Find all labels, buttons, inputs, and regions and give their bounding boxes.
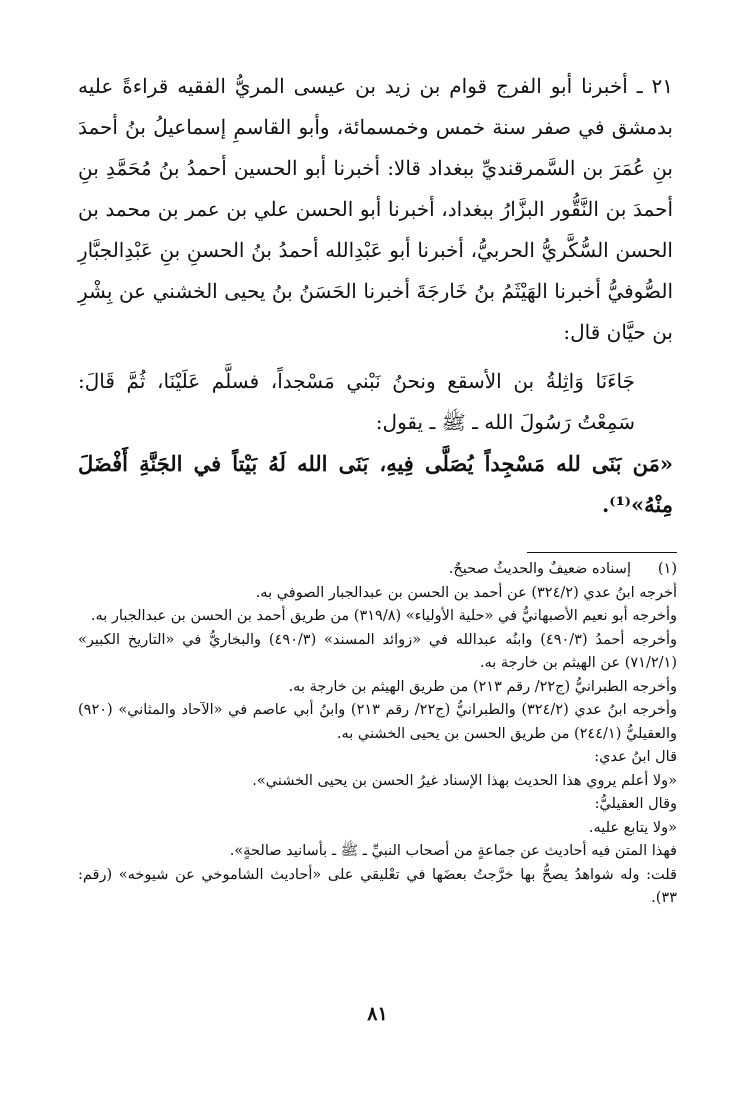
- footnote-line: فهذا المتن فيه أحاديث عن جماعةٍ من أصحاب النبيِّ ـ ﷺ ـ بأسانيد صالحةٍ».: [229, 843, 677, 859]
- footnote-line: إسناده ضعيفٌ والحديثُ صحيحٌ.: [448, 561, 631, 577]
- footnote-line: وأخرجه ابنُ عدي (٣٢٤/٢) والطبرانيُّ (ج٢٢/ رقم ٢١٣) وابنُ أبي عاصم في «الآحاد والمثاني» (٩٢٠) والعقيليُّ (٢٤٤/١) من طريق الحسن بن يحيى الخشني به.: [78, 702, 678, 742]
- footnote-line: وأخرجه أبو نعيم الأصبهانيُّ في «حلية الأولياء» (٣١٩/٨) من طريق أحمد بن الحسن بن عبدالجبار به.: [90, 608, 677, 624]
- main-text: [78, 66, 673, 525]
- narration-paragraph: جَاءَنَا وَاثِلةُ بن الأسقع ونحنُ نَبْني مَسْجداً، فسلَّم عَلَيْنَا، ثُمَّ قَالَ: سَمِعْتُ رَسُولَ الله ـ ﷺ ـ يقول:: [78, 369, 635, 434]
- footnote-line: وأخرجه الطبرانيُّ (ج٢٢/ رقم ٢١٣) من طريق الهيثم بن خارجة به.: [288, 678, 677, 695]
- footnote-line: وقال العقيليُّ:: [594, 796, 677, 812]
- footnote-line: «ولا يتابع عليه.: [588, 819, 677, 836]
- footnote-first-line: [78, 558, 677, 582]
- footnote-line: قلت: وله شواهدُ يصحُّ بها خرَّجتُ بعضَها في تعْليقي على «أحاديث الشاموخي عن شيوخه» (رقم: ٣٣).: [78, 866, 677, 906]
- footnote-line: وأخرجه أحمدُ (٤٩٠/٣) وابنُه عبدالله في «زوائد المسند» (٤٩٠/٣) والبخاريُّ في «التاريخ الكبير» (٧١/٢/١) عن الهيثم بن خارجة به.: [78, 631, 677, 671]
- isnad-paragraph: ٢١ ـ أخبرنا أبو الفرج قوام بن زيد بن عيسى المريُّ الفقيه قراءةً عليه بدمشق في صفر سنة خمس وخمسمائة، وأبو القاسمِ إسماعيلُ بنُ أحمدَ بنِ عُمَرَ بن السَّمرقنديِّ ببغداد قالا: أخبرنا أبو الحسين أحمدُ بنُ مُحَمَّدِ بنِ أحمدَ بن النَّقُّور البزَّارُ ببغداد، أخبرنا أبو الحسن علي بن عمر بن محمد بن الحسن السُّكَّريُّ الحربيُّ، أخبرنا أبو عَبْدِالله أحمدُ بنُ الحسنِ بنِ عَبْدِالجبَّارِ الصُّوفيُّ أخبرنا الهَيْثَمُ بنُ خَارجَةَ أخبرنا الحَسَنُ بنُ يحيى الخشني عن بِشْرِ بن حيَّان قال:: [78, 74, 673, 344]
- footnote-line: قال ابنُ عدي:: [594, 749, 677, 765]
- footnote-separator: [527, 552, 677, 553]
- footnote-line: «ولا أعلم يروي هذا الحديث بهذا الإسناد غيرُ الحسن بن يحيى الخشني».: [252, 772, 677, 789]
- footnotes: [78, 558, 677, 911]
- page-number: ٨١: [367, 1003, 388, 1025]
- footnote-line: أخرجه ابنُ عدي (٣٢٤/٢) عن أحمد بن الحسن بن عبدالجبار الصوفي به.: [255, 584, 677, 601]
- hadith-text: «مَن بَنَى لله مَسْجِداً يُصَلَّى فِيهِ، بَنَى الله لَهُ بَيْتاً في الجَنَّةِ أَفْضَلَ مِنْهُ»⁽¹⁾.: [78, 451, 673, 517]
- footnote-number: (١): [657, 561, 677, 577]
